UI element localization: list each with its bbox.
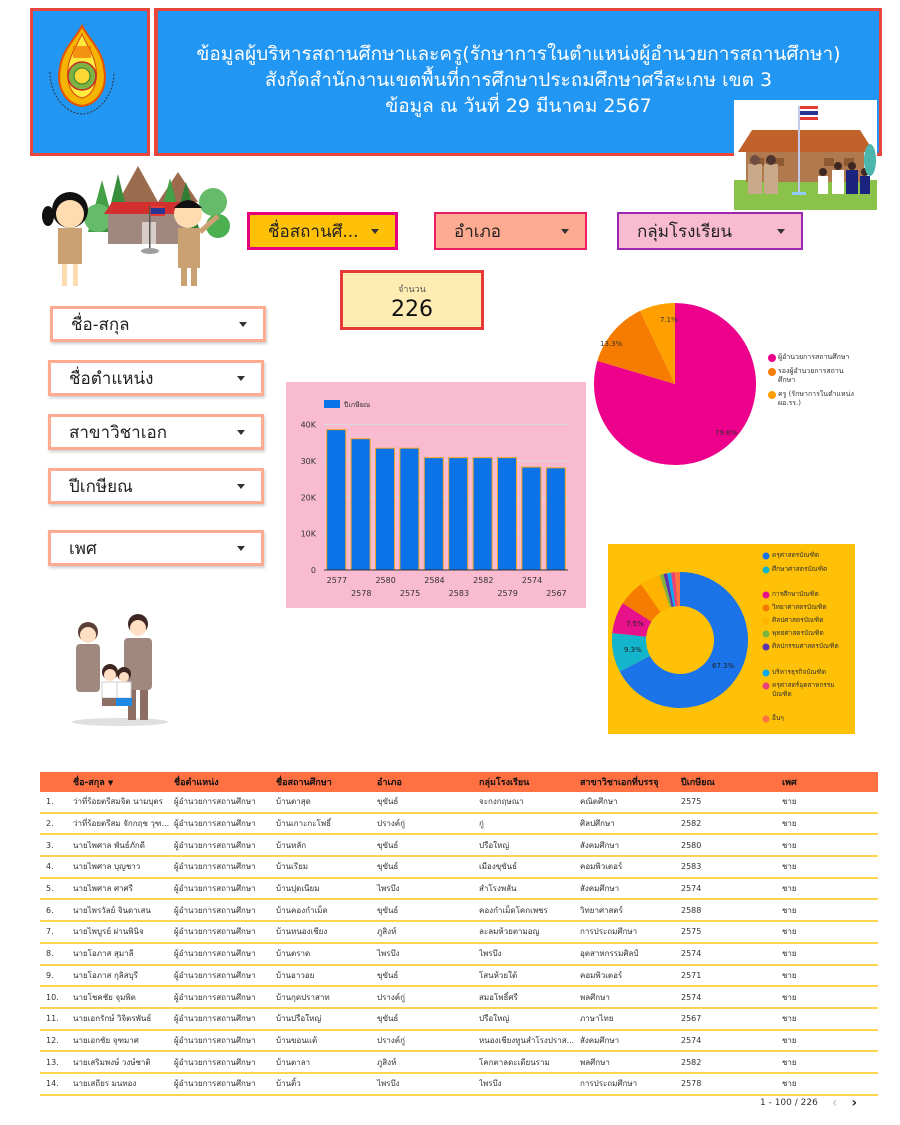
table-cell: นายไพศาล บุญชาว [73, 862, 141, 872]
col-group-header[interactable]: กลุ่มโรงเรียน [479, 778, 530, 788]
table-cell: 2571 [681, 970, 702, 980]
table-cell: บ้านอาวอย [276, 970, 315, 980]
fullname-filter-label: ชื่อ-สกุล [71, 314, 130, 335]
legend-dot [763, 592, 770, 599]
table-cell: นายโอภาส สุมาลี [73, 949, 134, 959]
table-cell: 2575 [681, 797, 702, 807]
table-cell: ผู้อำนวยการสถานศึกษา [174, 905, 256, 915]
table-cell: 12. [46, 1035, 59, 1045]
table-cell: ชาย [782, 1079, 797, 1089]
legend-dot [763, 618, 770, 625]
retirement-year-bar-chart [286, 382, 586, 608]
major-filter-label: สาขาวิชาเอก [69, 422, 168, 443]
table-cell: กู่ [479, 819, 484, 829]
header-title-line2: สังกัดสำนักงานเขตพื้นที่การศึกษาประถมศึกษาศรีสะเกษ เขต 3 [264, 69, 773, 91]
col-retire-header[interactable]: ปีเกษียณ [681, 778, 715, 788]
chevron-left-icon[interactable]: ‹ [831, 1095, 838, 1111]
table-cell: ผู้อำนวยการสถานศึกษา [174, 1079, 256, 1089]
table-cell: ภูสิงห์ [377, 1057, 397, 1067]
table-cell: พลศึกษา [580, 992, 610, 1002]
table-row[interactable] [40, 792, 878, 814]
table-cell: 4. [46, 862, 54, 872]
table-cell: 11. [46, 1014, 59, 1024]
table-cell: บ้านปุดเนียม [276, 884, 320, 894]
table-cell: 2574 [681, 1035, 702, 1045]
x-tick-label: 2580 [375, 576, 396, 585]
table-cell: นายโชคชัย จุมพิต [73, 992, 136, 1002]
scorecard-value: 226 [391, 297, 433, 322]
table-cell: สังคมศึกษา [580, 1035, 620, 1045]
table-cell: 5. [46, 884, 54, 894]
table-row[interactable] [40, 1052, 878, 1074]
col-position-header[interactable]: ชื่อตำแหน่ง [174, 778, 219, 788]
table-cell: ชาย [782, 970, 797, 980]
table-row[interactable] [40, 1074, 878, 1096]
legend-dot [768, 354, 776, 362]
legend-swatch [324, 400, 340, 408]
pie-value-label: 79.6% [715, 429, 738, 437]
table-cell: ชาย [782, 905, 797, 915]
table-cell: ศิลปศึกษา [580, 819, 615, 829]
school-name-filter-label: ชื่อสถานศึ... [268, 221, 359, 242]
x-tick-label: 2577 [326, 576, 348, 585]
table-cell: นายเอกชัย จุฑมาศ [73, 1035, 139, 1045]
gender-filter-label: เพศ [69, 538, 97, 559]
legend-label: วิทยาศาสตรบัณฑิต [772, 603, 827, 611]
table-cell: ชาย [782, 819, 797, 829]
col-gender-header[interactable]: เพศ [782, 778, 797, 788]
table-cell: สำโรงพลัน [479, 884, 517, 894]
table-cell: บ้านหลัก [276, 840, 307, 850]
table-cell: ผู้อำนวยการสถานศึกษา [174, 992, 256, 1002]
table-cell: นายไพบูรย์ ผ่านพินิจ [73, 927, 144, 937]
table-cell: 1. [46, 797, 54, 807]
table-cell: ปรือใหญ่ [479, 1014, 510, 1024]
table-cell: สังคมศึกษา [580, 840, 620, 850]
table-cell: ภาษาไทย [580, 1014, 614, 1024]
x-tick-label: 2584 [424, 576, 445, 585]
dropdown-caret-icon [237, 430, 245, 435]
bar[interactable] [375, 448, 394, 570]
table-cell: ผู้อำนวยการสถานศึกษา [174, 927, 256, 937]
legend-dot [763, 670, 770, 677]
table-cell: 9. [46, 970, 54, 980]
school-name-filter[interactable] [247, 212, 398, 250]
table-cell: คองกำเม็ดโคกเพชร [479, 905, 548, 915]
legend-label: ปีเกษียณ [344, 401, 371, 409]
table-cell: ชาย [782, 1014, 797, 1024]
teacher-family-illustration [64, 610, 176, 728]
x-tick-label: 2582 [473, 576, 494, 585]
table-cell: ว่าที่ร้อยตรีสมจิต นามบุตร [73, 797, 163, 807]
table-cell: การประถมศึกษา [580, 1079, 638, 1089]
table-cell: 3. [46, 840, 54, 850]
x-tick-label: 2574 [521, 576, 543, 585]
legend-label: ครู (รักษาการในตำแหน่ง ผอ.รร.) [778, 390, 854, 407]
y-tick-label: 40K [300, 420, 316, 430]
col-major-header[interactable]: สาขาวิชาเอกที่บรรจุ [580, 778, 659, 788]
legend-label: อื่นๆ [772, 714, 784, 722]
table-cell: 2583 [681, 862, 702, 872]
table-cell: ผู้อำนวยการสถานศึกษา [174, 1014, 256, 1024]
table-row[interactable] [40, 814, 878, 836]
dropdown-caret-icon [371, 229, 379, 234]
table-cell: ผู้อำนวยการสถานศึกษา [174, 797, 256, 807]
dropdown-caret-icon [237, 376, 245, 381]
table-cell: ละลมห้วยตามอญ [479, 927, 540, 937]
table-cell: บ้านตาลา [276, 1057, 311, 1067]
table-row[interactable] [40, 900, 878, 922]
legend-label: บริหารธุรกิจบัณฑิต [772, 668, 827, 676]
table-cell: 2574 [681, 949, 702, 959]
dropdown-caret-icon [561, 229, 569, 234]
pie-value-label: 13.3% [600, 340, 623, 348]
sort-desc-icon: ▼ [107, 779, 114, 787]
table-cell: คอมพิวเตอร์ [580, 970, 623, 980]
major-filter[interactable] [48, 414, 264, 450]
table-cell: ผู้อำนวยการสถานศึกษา [174, 819, 256, 829]
table-cell: ผู้อำนวยการสถานศึกษา [174, 840, 256, 850]
table-cell: 2588 [681, 905, 702, 915]
pagination-range: 1 - 100 / 226 [760, 1098, 818, 1108]
legend-label: การศึกษาบัณฑิต [772, 590, 819, 598]
col-fullname-header[interactable]: ชื่อ-สกุล ▼ [73, 778, 114, 788]
bar[interactable] [522, 467, 541, 570]
table-cell: บ้านขอนแต้ [276, 1035, 318, 1045]
table-cell: บ้านกุดปราสาท [276, 992, 330, 1002]
table-cell: ไพรบึง [377, 884, 400, 894]
bar[interactable] [351, 439, 370, 570]
legend-dot [763, 716, 770, 723]
table-cell: บ้านหนองเชียง [276, 927, 328, 937]
table-row[interactable] [40, 857, 878, 879]
table-cell: พลศึกษา [580, 1057, 610, 1067]
table-row[interactable] [40, 1009, 878, 1031]
table-row[interactable] [40, 835, 878, 857]
table-cell: 2574 [681, 992, 702, 1002]
table-cell: ผู้อำนวยการสถานศึกษา [174, 970, 256, 980]
table-cell: ขุขันธ์ [377, 1014, 399, 1024]
table-cell: ปรือใหญ่ [479, 840, 510, 850]
bar[interactable] [400, 448, 419, 570]
table-cell: บ้านติ้ว [276, 1079, 301, 1089]
table-cell: บ้านเรียม [276, 862, 309, 872]
table-cell: สังคมศึกษา [580, 884, 620, 894]
table-row[interactable] [40, 922, 878, 944]
table-cell: 2567 [681, 1014, 702, 1024]
table-cell: ขุขันธ์ [377, 905, 399, 915]
scorecard-label: จำนวน [398, 285, 426, 295]
table-cell: 8. [46, 949, 54, 959]
bar[interactable] [546, 468, 565, 570]
table-cell: นายเอกรักษ์ วิจิตรพันธ์ [73, 1014, 152, 1024]
legend-dot [763, 644, 770, 651]
table-cell: ผู้อำนวยการสถานศึกษา [174, 1035, 256, 1045]
table-cell: ขุขันธ์ [377, 840, 399, 850]
table-cell: โคกตาลดะเดียนราม [479, 1057, 550, 1067]
dropdown-caret-icon [237, 546, 245, 551]
table-cell: ชาย [782, 1035, 797, 1045]
district-filter[interactable] [434, 212, 587, 250]
school-group-filter[interactable] [617, 212, 803, 250]
table-cell: ชาย [782, 949, 797, 959]
table-cell: 14. [46, 1079, 59, 1089]
legend-label: ศิลปกรรมศาสตรบัณฑิต [772, 642, 839, 650]
legend-dot [768, 391, 776, 399]
donut-value-label: 7.5% [626, 620, 644, 628]
legend-label: ศึกษาศาสตรบัณฑิต [772, 565, 828, 573]
school-with-flag-illustration [734, 100, 877, 210]
position-pie-chart [590, 300, 870, 470]
x-tick-label: 2575 [399, 589, 421, 598]
table-cell: ขุขันธ์ [377, 797, 399, 807]
count-scorecard [340, 270, 484, 330]
legend-dot [763, 567, 770, 574]
table-cell: 7. [46, 927, 54, 937]
bar[interactable] [497, 458, 516, 570]
table-cell: นายเสถียร มนทอง [73, 1079, 137, 1089]
table-cell: นายโอภาส กุลิสบุรี [73, 970, 138, 980]
table-cell: จะกงกฤษณา [479, 797, 524, 807]
teachers-school-illustration [38, 162, 233, 290]
data-table [40, 772, 878, 1096]
table-cell: ชาย [782, 862, 797, 872]
table-cell: อุตสาหกรรมศิลป์ [580, 949, 639, 959]
legend-label: ครุศาสตรบัณฑิต [772, 551, 820, 559]
table-cell: การประถมศึกษา [580, 927, 638, 937]
y-tick-label: 20K [300, 493, 316, 503]
table-cell: ชาย [782, 884, 797, 894]
position-filter[interactable] [48, 360, 264, 396]
table-cell: ปรางค์กู่ [377, 1035, 405, 1045]
table-row[interactable] [40, 879, 878, 901]
col-district-header[interactable]: อำเภอ [377, 778, 402, 788]
pie-value-label: 7.1% [660, 316, 678, 324]
legend-label: ผู้อำนวยการสถานศึกษา [778, 353, 850, 361]
table-cell: โสนห้วยใต้ [479, 970, 518, 980]
table-cell: ชาย [782, 1057, 797, 1067]
gender-filter[interactable] [48, 530, 264, 566]
table-cell: 2574 [681, 884, 702, 894]
legend-dot [763, 553, 770, 560]
table-cell: ชาย [782, 992, 797, 1002]
table-cell: ชาย [782, 840, 797, 850]
table-cell: 2578 [681, 1079, 702, 1089]
table-body [40, 792, 878, 1096]
donut-value-label: 9.3% [624, 646, 642, 654]
table-header [40, 772, 878, 792]
table-cell: บ้านคองกำเม็ด [276, 905, 328, 915]
legend-dot [763, 631, 770, 638]
bar[interactable] [327, 430, 346, 570]
x-tick-label: 2578 [351, 589, 372, 598]
obec-emblem-icon [46, 24, 118, 116]
bar[interactable] [473, 458, 492, 570]
dropdown-caret-icon [777, 229, 785, 234]
table-cell: ขุขันธ์ [377, 970, 399, 980]
x-tick-label: 2583 [448, 589, 470, 598]
table-cell: บ้านตาสุด [276, 797, 311, 807]
table-cell: วิทยาศาสตร์ [580, 905, 623, 915]
legend-dot [763, 683, 770, 690]
table-cell: ภูสิงห์ [377, 927, 397, 937]
legend-dot [768, 368, 776, 376]
table-cell: นายไพศาล พันธ์ภักดี [73, 840, 145, 850]
table-cell: ไพรบึง [479, 1079, 502, 1089]
table-row[interactable] [40, 966, 878, 988]
table-cell: 2575 [681, 927, 702, 937]
y-tick-label: 10K [300, 529, 316, 539]
table-cell: ชาย [782, 927, 797, 937]
table-cell: 10. [46, 992, 59, 1002]
table-cell: หนองเชียงทูนสำโรงปราส... [479, 1035, 575, 1045]
table-row[interactable] [40, 987, 878, 1009]
table-cell: 2582 [681, 819, 702, 829]
table-cell: สมอโพธิ์ศรี [479, 992, 518, 1002]
table-cell: บ้านปรือใหญ่ [276, 1014, 322, 1024]
table-cell: ขุขันธ์ [377, 862, 399, 872]
table-cell: ผู้อำนวยการสถานศึกษา [174, 862, 256, 872]
legend-label: พุทธศาสตรบัณฑิต [772, 629, 824, 637]
major-donut-chart [608, 544, 855, 734]
dropdown-caret-icon [237, 484, 245, 489]
header-title-line1: ข้อมูลผู้บริหารสถานศึกษาและครู(รักษาการในตำแหน่งผู้อำนวยการสถานศึกษา) [196, 43, 841, 65]
dropdown-caret-icon [239, 322, 247, 327]
table-cell: นายไพรวัลย์ จินดาเสน [73, 905, 151, 915]
legend-label: ศิลปศาสตรบัณฑิต [772, 616, 824, 624]
legend-label: รองผู้อำนวยการสถานศึกษา [778, 367, 844, 384]
bar[interactable] [424, 458, 443, 570]
chevron-right-icon[interactable]: › [851, 1095, 858, 1111]
header-title-line3: ข้อมูล ณ วันที่ 29 มีนาคม 2567 [385, 95, 652, 117]
table-row[interactable] [40, 944, 878, 966]
y-tick-label: 30K [300, 456, 316, 466]
table-cell: ผู้อำนวยการสถานศึกษา [174, 884, 256, 894]
table-cell: 2. [46, 819, 54, 829]
table-row[interactable] [40, 1031, 878, 1053]
table-cell: ผู้อำนวยการสถานศึกษา [174, 1057, 256, 1067]
table-cell: ไพรบึง [377, 949, 400, 959]
table-cell: ไพรบึง [377, 1079, 400, 1089]
table-cell: ปรางค์กู่ [377, 819, 405, 829]
retirement-year-filter[interactable] [48, 468, 264, 504]
table-cell: เมืองขุขันธ์ [479, 862, 518, 872]
x-tick-label: 2567 [546, 589, 567, 598]
table-cell: นายไพศาล ศาศรี [73, 884, 133, 894]
fullname-filter[interactable] [50, 306, 266, 342]
table-cell: ผู้อำนวยการสถานศึกษา [174, 949, 256, 959]
school-group-filter-label: กลุ่มโรงเรียน [637, 221, 733, 242]
x-tick-label: 2579 [497, 589, 518, 598]
donut-value-label: 67.3% [712, 662, 735, 670]
bar[interactable] [449, 458, 468, 570]
table-cell: 2580 [681, 840, 702, 850]
table-cell: นายเสริมพงษ์ วงษ์ชาติ [73, 1057, 151, 1067]
legend-label: ครุศาสตร์อุตสาหกรรมบัณฑิต [772, 681, 835, 698]
pagination [760, 1094, 878, 1112]
table-cell: บ้านเกาะกะโพธิ์ [276, 819, 331, 829]
retirement-year-filter-label: ปีเกษียณ [69, 476, 133, 497]
table-cell: ว่าที่ร้อยตรีสม จักกฤช วุฑ... [73, 819, 170, 829]
table-cell: 2582 [681, 1057, 702, 1067]
table-cell: 13. [46, 1057, 59, 1067]
col-school-header[interactable]: ชื่อสถานศึกษา [276, 778, 332, 788]
table-cell: 6. [46, 905, 54, 915]
position-filter-label: ชื่อตำแหน่ง [69, 368, 154, 389]
legend-dot [763, 605, 770, 612]
district-filter-label: อำเภอ [454, 221, 501, 242]
table-cell: คณิตศึกษา [580, 797, 618, 807]
table-cell: ปรางค์กู่ [377, 992, 405, 1002]
y-tick-label: 0 [310, 566, 316, 575]
table-cell: คอมพิวเตอร์ [580, 862, 623, 872]
table-cell: บ้านตราด [276, 949, 311, 959]
table-cell: ชาย [782, 797, 797, 807]
table-cell: ไพรบึง [479, 949, 502, 959]
